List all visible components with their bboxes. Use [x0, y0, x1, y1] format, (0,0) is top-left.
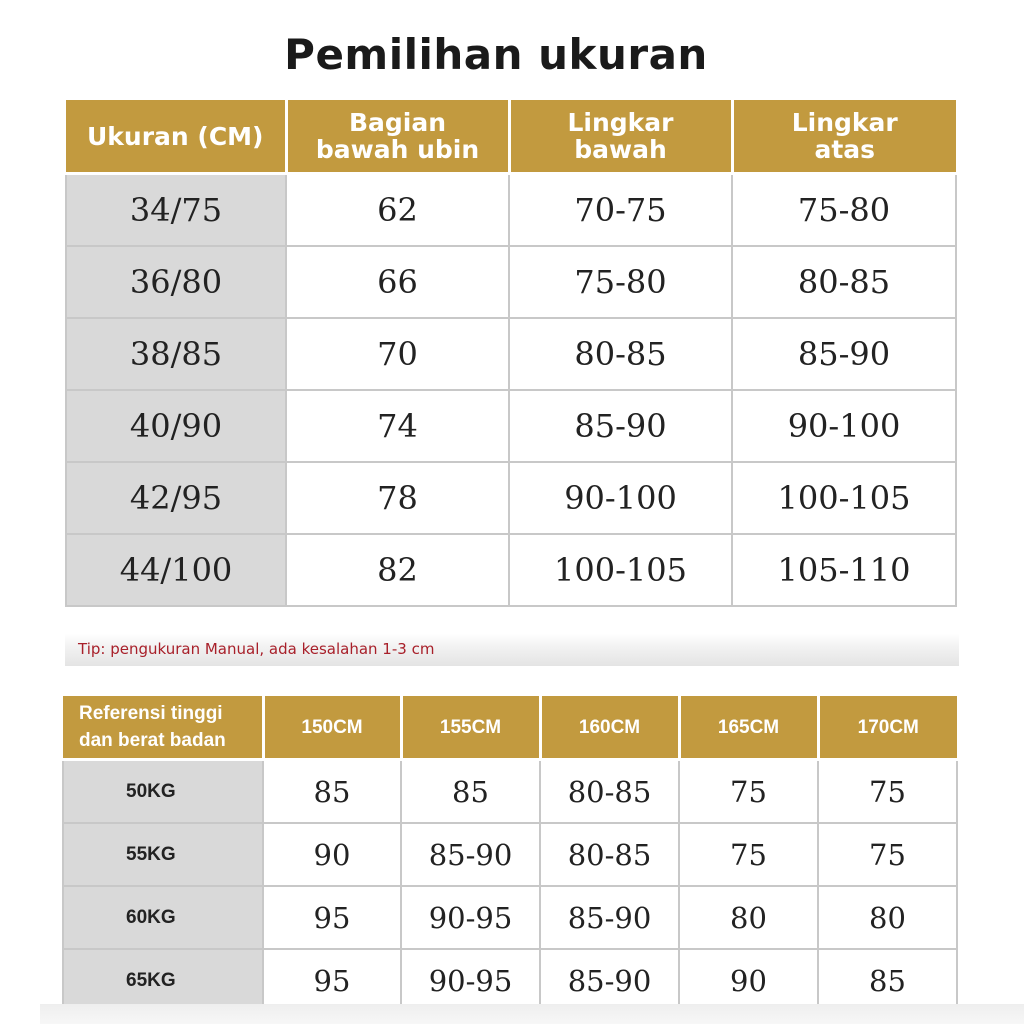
table-row — [63, 823, 957, 886]
table-row — [63, 886, 957, 949]
table-row — [63, 760, 957, 824]
size-table-header-row — [66, 100, 956, 174]
table-row — [66, 390, 956, 462]
weight-cell: 55KG — [63, 823, 263, 886]
table-cell: 95 — [263, 886, 401, 949]
header-150cm: 150CM — [263, 696, 401, 760]
table-cell: 80 — [818, 886, 957, 949]
table-cell: 80-85 — [540, 823, 679, 886]
table-cell: 66 — [286, 246, 509, 318]
reference-table — [62, 696, 958, 1013]
table-cell: 85 — [818, 949, 957, 1012]
table-cell: 75-80 — [509, 246, 732, 318]
table-row — [63, 949, 957, 1012]
header-lingkar-bawah: Lingkar bawah — [509, 100, 732, 174]
bottom-band — [40, 1004, 1024, 1024]
header-referensi: Referensi tinggi dan berat badan — [63, 696, 263, 760]
page-title: Pemilihan ukuran — [284, 30, 708, 79]
header-160cm: 160CM — [540, 696, 679, 760]
weight-cell: 60KG — [63, 886, 263, 949]
size-cell: 42/95 — [66, 462, 286, 534]
table-cell: 85 — [263, 760, 401, 824]
size-cell: 38/85 — [66, 318, 286, 390]
table-cell: 82 — [286, 534, 509, 606]
table-cell: 85 — [401, 760, 540, 824]
table-cell: 75 — [679, 823, 818, 886]
table-cell: 85-90 — [540, 886, 679, 949]
table-cell: 85-90 — [509, 390, 732, 462]
table-row — [66, 534, 956, 606]
size-table — [65, 100, 957, 607]
table-cell: 75 — [818, 760, 957, 824]
table-cell: 80-85 — [540, 760, 679, 824]
header-bagian-bawah-ubin: Bagian bawah ubin — [286, 100, 509, 174]
table-cell: 74 — [286, 390, 509, 462]
table-cell: 100-105 — [509, 534, 732, 606]
weight-cell: 50KG — [63, 760, 263, 824]
table-cell: 90-100 — [732, 390, 956, 462]
table-cell: 100-105 — [732, 462, 956, 534]
size-cell: 40/90 — [66, 390, 286, 462]
weight-cell: 65KG — [63, 949, 263, 1012]
table-cell: 85-90 — [540, 949, 679, 1012]
reference-table-header-row — [63, 696, 957, 760]
size-cell: 34/75 — [66, 174, 286, 247]
header-lingkar-atas: Lingkar atas — [732, 100, 956, 174]
table-cell: 85-90 — [732, 318, 956, 390]
table-cell: 90-95 — [401, 886, 540, 949]
size-cell: 36/80 — [66, 246, 286, 318]
header-155cm: 155CM — [401, 696, 540, 760]
table-cell: 70 — [286, 318, 509, 390]
table-cell: 75 — [679, 760, 818, 824]
header-165cm: 165CM — [679, 696, 818, 760]
table-cell: 75 — [818, 823, 957, 886]
header-ukuran: Ukuran (CM) — [66, 100, 286, 174]
table-row — [66, 318, 956, 390]
table-cell: 70-75 — [509, 174, 732, 247]
table-cell: 80-85 — [732, 246, 956, 318]
table-cell: 62 — [286, 174, 509, 247]
size-cell: 44/100 — [66, 534, 286, 606]
table-cell: 80-85 — [509, 318, 732, 390]
table-cell: 78 — [286, 462, 509, 534]
table-cell: 90 — [263, 823, 401, 886]
measurement-tip: Tip: pengukuran Manual, ada kesalahan 1-3 cm — [78, 640, 435, 658]
table-cell: 85-90 — [401, 823, 540, 886]
table-row — [66, 462, 956, 534]
header-170cm: 170CM — [818, 696, 957, 760]
table-cell: 105-110 — [732, 534, 956, 606]
table-cell: 75-80 — [732, 174, 956, 247]
table-row — [66, 174, 956, 247]
table-cell: 95 — [263, 949, 401, 1012]
table-row — [66, 246, 956, 318]
table-cell: 80 — [679, 886, 818, 949]
table-cell: 90 — [679, 949, 818, 1012]
table-cell: 90-95 — [401, 949, 540, 1012]
table-cell: 90-100 — [509, 462, 732, 534]
